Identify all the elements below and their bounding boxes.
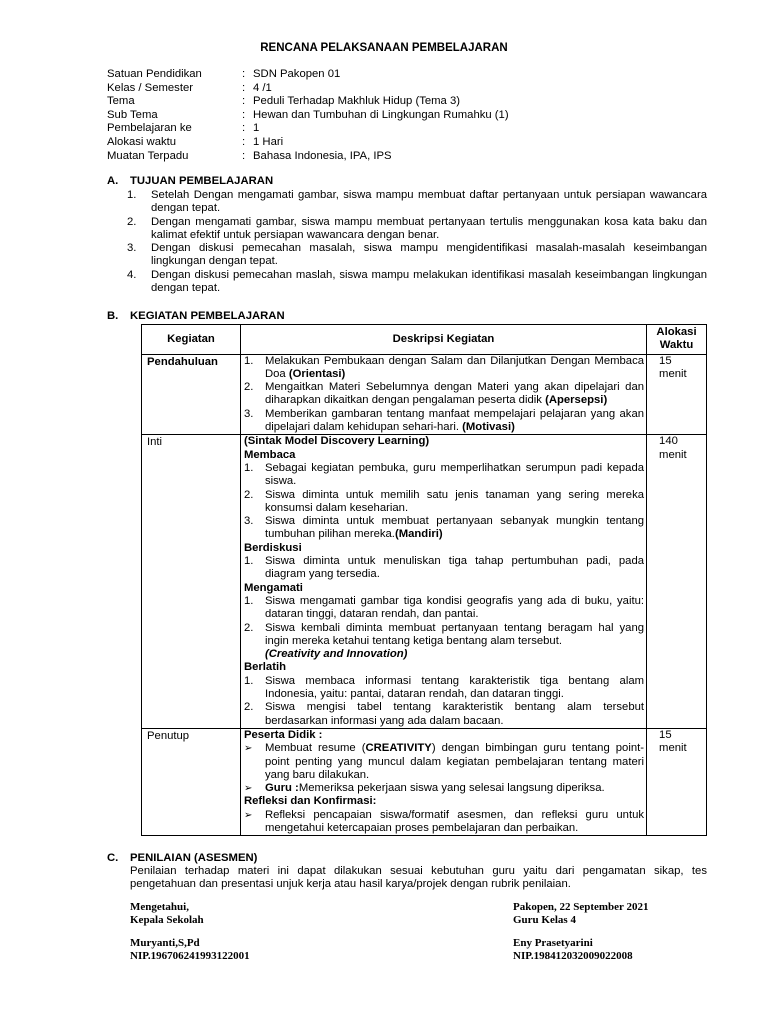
time-value: 15 (659, 354, 672, 367)
item-text: Refleksi pencapaian siswa/formatif asesmen, dan refleksi guru untuk mengetahui ketercapaian proses pembelajaran dan perbaikan. (264, 808, 645, 834)
item-plain: Membuat resume ( (264, 742, 366, 755)
item-bold: (Motivasi) (462, 421, 515, 434)
item-text (265, 355, 644, 382)
goal-text: Dengan diskusi pemecahan masalah, siswa mampu mengidentifikasi masalah-masalah keseimbangan lingkungan dengan tepat. (151, 242, 707, 268)
model-title: (Sintak Model Discovery Learning) (243, 435, 430, 448)
identity-value: SDN Pakopen 01 (253, 68, 341, 80)
goal-item (127, 242, 707, 269)
list-item (244, 555, 644, 582)
page-title: RENCANA PELAKSANAAN PEMBELAJARAN (260, 42, 508, 54)
identity-colon: : (242, 108, 246, 121)
item-text: Siswa membaca informasi tentang karakteristik tiga bentang alam Indonesia, yaitu: pantai, dataran rendah, dan dataran tinggi. (264, 674, 645, 701)
phase-time (647, 728, 707, 835)
time-unit: menit (659, 742, 687, 755)
item-bold: CREATIVITY (365, 742, 432, 755)
item-plain: Mengaitkan Materi Sebelumnya dengan Materi yang akan dipelajari dan diharapkan dikaitkan dengan pengalaman peserta didik (264, 381, 645, 407)
assessment-text: Penilaian terhadap materi ini dapat dilakukan sesuai kebutuhan guru yaitu dari pengamatan sikap, tes pengetahuan dan presentasi unjuk kerja atau hasil karya/projek dengan rubrik penilaian. (130, 865, 707, 891)
goal-item (127, 189, 707, 216)
peserta-title: Peserta Didik : (243, 728, 323, 741)
identity-colon: : (242, 95, 246, 108)
list-item (244, 675, 644, 702)
mengamati-note: (Creativity and Innovation) (264, 648, 408, 661)
identity-label: Sub Tema (107, 108, 158, 121)
identity-row-muatan (107, 150, 509, 164)
identity-row-tema (107, 95, 509, 109)
section-title: PENILAIAN (ASESMEN) (130, 852, 258, 864)
signature-right (513, 901, 648, 963)
item-text (265, 515, 644, 542)
arrow-bullet-icon: ➢ (243, 743, 253, 755)
identity-label: Kelas / Semester (107, 81, 194, 94)
item-plain: Melakukan Pembukaan dengan Salam dan Dilanjutkan Dengan Membaca Doa (264, 354, 645, 380)
table-row-pendahuluan (142, 354, 707, 435)
signature-left (130, 901, 250, 963)
item-number: 1. (243, 461, 254, 474)
signature-left-name: Muryanti,S,Pd (130, 937, 200, 949)
identity-label: Satuan Pendidikan (107, 68, 202, 80)
list-item (244, 782, 644, 795)
item-bold: (Mandiri) (394, 528, 443, 541)
item-text: Siswa kembali diminta membuat pertanyaan tentang beragam hal yang ingin mereka ketahui tentang ketiga bentang alam tersebut. (264, 621, 645, 647)
header-alokasi-line1: Alokasi (656, 326, 697, 338)
membaca-title: Membaca (243, 448, 296, 461)
list-item (244, 381, 644, 408)
list-item (244, 355, 644, 382)
item-text (265, 408, 644, 435)
phase-name: Penutup (142, 728, 241, 835)
identity-colon: : (242, 135, 246, 148)
goal-number: 1. (127, 189, 137, 201)
signature-right-nip: NIP.198412032009022008 (513, 950, 633, 962)
item-bold: (Orientasi) (288, 367, 346, 380)
table-header-row (142, 325, 707, 355)
identity-row-satuan (107, 68, 509, 82)
identity-value: Hewan dan Tumbuhan di Lingkungan Rumahku (1) (253, 108, 509, 121)
item-plain: Siswa diminta untuk membuat pertanyaan sebanyak mungkin tentang tumbuhan pilihan mereka. (264, 515, 645, 541)
list-item (244, 489, 644, 516)
list-item (244, 622, 644, 649)
identity-colon: : (242, 81, 246, 94)
section-a-heading (107, 175, 273, 188)
identity-colon: : (242, 122, 246, 135)
signature-right-line1: Pakopen, 22 September 2021 (513, 901, 649, 913)
identity-colon: : (242, 68, 246, 80)
list-item (244, 742, 644, 782)
refleksi-title: Refleksi dan Konfirmasi: (243, 795, 377, 808)
identity-row-kelas (107, 82, 509, 96)
signature-left-line2: Kepala Sekolah (130, 914, 204, 926)
list-item (244, 462, 644, 489)
identity-value: 4 /1 (253, 81, 272, 94)
table-row-inti (142, 435, 707, 729)
goal-number: 4. (127, 268, 137, 281)
identity-value: Bahasa Indonesia, IPA, IPS (253, 149, 392, 162)
identity-label: Muatan Terpadu (107, 149, 189, 162)
item-text: Siswa mengamati gambar tiga kondisi geografis yang ada di buku, yaitu: dataran tinggi, dataran rendah, dan pantai. (264, 594, 645, 621)
item-bold: Guru : (264, 782, 299, 795)
goal-number: 2. (127, 215, 137, 228)
item-plain: Memberikan gambaran tentang manfaat mempelajari pelajaran yang akan dipelajari dalam kehidupan sehari-hari. (264, 407, 645, 434)
identity-row-alokasi (107, 136, 509, 150)
identity-label: Tema (107, 95, 135, 108)
item-plain: ) dengan bimbingan guru tentang point-point penting yang muncul dalam kegiatan pembelajaran tentang materi yang baru dilakukan. (264, 742, 645, 781)
item-number: 2. (243, 381, 254, 394)
activity-table (141, 324, 707, 836)
item-number: 1. (243, 555, 254, 568)
item-number: 2. (243, 701, 254, 714)
item-text: Siswa mengisi tabel tentang karakteristik bentang alam tersebut berdasarkan informasi yang ada dalam bacaan. (264, 701, 645, 727)
identity-value: Peduli Terhadap Makhluk Hidup (Tema 3) (253, 95, 461, 108)
identity-label: Alokasi waktu (107, 135, 177, 148)
phase-time (647, 435, 707, 729)
item-text: Siswa diminta untuk menuliskan tiga tahap pertumbuhan padi, pada diagram yang tersedia. (264, 555, 645, 581)
item-text (265, 782, 644, 795)
item-number: 2. (243, 488, 254, 501)
arrow-bullet-icon: ➢ (243, 809, 253, 821)
identity-block (107, 68, 509, 163)
item-number: 3. (243, 515, 254, 528)
item-text: Siswa diminta untuk memilih satu jenis tanaman yang sering mereka konsumsi dalam keseharian. (264, 488, 645, 514)
time-value: 140 (659, 435, 678, 448)
goal-text: Setelah Dengan mengamati gambar, siswa mampu membuat daftar pertanyaan untuk persiapan wawancara dengan tepat. (151, 189, 707, 215)
section-b-heading (107, 310, 285, 323)
mengamati-title: Mengamati (243, 581, 303, 594)
item-text: Sebagai kegiatan pembuka, guru memperlihatkan serumpun padi kepada siswa. (264, 461, 645, 488)
identity-colon: : (242, 149, 246, 162)
arrow-bullet-icon: ➢ (243, 783, 253, 795)
section-title: KEGIATAN PEMBELAJARAN (130, 310, 285, 322)
signature-right-line2: Guru Kelas 4 (513, 914, 576, 926)
identity-row-pembelajaran (107, 122, 509, 136)
list-item (244, 701, 644, 728)
header-kegiatan: Kegiatan (142, 325, 241, 355)
berlatih-title: Berlatih (243, 661, 286, 674)
phase-name: Pendahuluan (142, 354, 241, 435)
item-number: 3. (243, 407, 254, 420)
table-row-penutup (142, 728, 707, 835)
item-bold: (Apersepsi) (545, 394, 608, 407)
section-letter: A. (107, 175, 119, 187)
list-item (244, 408, 644, 435)
item-number: 1. (243, 674, 254, 687)
identity-label: Pembelajaran ke (107, 122, 192, 135)
signature-left-line1: Mengetahui, (130, 901, 189, 913)
identity-value: 1 Hari (253, 135, 284, 148)
item-number: 2. (243, 621, 254, 634)
section-c-heading (107, 852, 257, 865)
goal-text: Dengan mengamati gambar, siswa mampu membuat pertanyaan tertulis menggunakan kosa kata baku dan kalimat efektif untuk persiapan wawancara dengan benar. (151, 215, 707, 241)
section-letter: C. (107, 852, 119, 864)
identity-value: 1 (253, 122, 260, 135)
header-deskripsi: Deskripsi Kegiatan (240, 325, 646, 355)
signature-left-nip: NIP.196706241993122001 (130, 950, 250, 962)
list-item (244, 809, 644, 836)
item-text (265, 742, 644, 782)
time-unit: menit (659, 367, 687, 380)
header-alokasi (647, 325, 707, 355)
item-number: 1. (243, 354, 254, 367)
phase-description (240, 354, 646, 435)
goal-item (127, 269, 707, 296)
section-title: TUJUAN PEMBELAJARAN (130, 175, 274, 187)
goals-list (127, 189, 707, 295)
phase-description (240, 728, 646, 835)
goal-text: Dengan diskusi pemecahan maslah, siswa mampu melakukan identifikasi masalah keseimbangan lingkungan dengan tepat. (151, 268, 707, 295)
phase-time (647, 354, 707, 435)
list-item (244, 595, 644, 622)
time-value: 15 (659, 728, 672, 741)
item-text (265, 381, 644, 408)
goal-number: 3. (127, 242, 137, 255)
item-plain: Memeriksa pekerjaan siswa yang selesai langsung diperiksa. (298, 782, 605, 795)
phase-description (240, 435, 646, 729)
section-letter: B. (107, 310, 119, 322)
berdiskusi-title: Berdiskusi (243, 541, 302, 554)
item-number: 1. (243, 594, 254, 607)
time-unit: menit (659, 448, 687, 461)
signature-right-name: Eny Prasetyarini (513, 937, 593, 949)
list-item (244, 515, 644, 542)
goal-item (127, 216, 707, 243)
phase-name: Inti (142, 435, 241, 729)
header-alokasi-line2: Waktu (659, 339, 694, 352)
identity-row-subtema (107, 109, 509, 123)
